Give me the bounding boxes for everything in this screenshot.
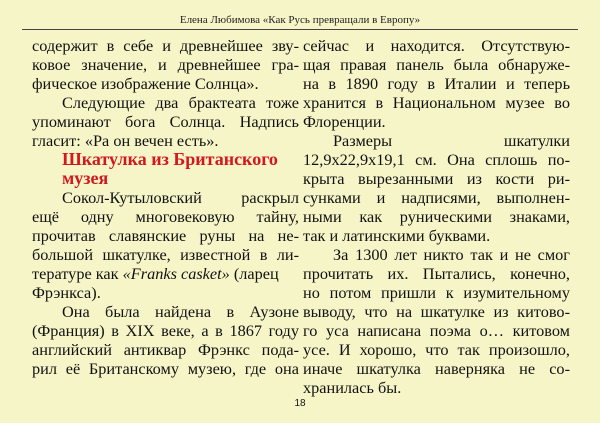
text-word: шкатулки (503, 131, 570, 150)
text-line (32, 264, 299, 283)
text-line (303, 131, 570, 150)
text-line: ещё одну многовековую тайну, (32, 207, 299, 226)
text-line: большой шкатулке, известной в ли- (32, 245, 299, 264)
text-line: За 1300 лет никто так и не смог (333, 245, 570, 264)
text-word: Размеры (333, 131, 393, 150)
running-header: Елена Любимова «Как Русь превращали в Европу» (179, 14, 421, 26)
text-line: сейчас и находится. Отсутствую- (303, 36, 570, 55)
text-run: (ларец (229, 264, 279, 283)
text-line: прочитать их. Пытались, конечно, (303, 264, 570, 283)
text-line: усе. И хорошо, что так произошло, (303, 340, 570, 359)
text-line: ковое значение, и древнейшее гра- (32, 55, 299, 74)
text-line: Она была найдена в Аузоне (62, 302, 299, 321)
text-line: так и латинскими буквами. (303, 226, 491, 245)
page-number: 18 (294, 398, 306, 409)
text-line: гласит: «Ра он вечен есть». (32, 131, 219, 150)
text-line: ными как руническими знаками, (303, 207, 570, 226)
section-heading: Шкатулка из Британского (62, 149, 278, 169)
text-line: хранилась бы. (303, 378, 402, 397)
text-line: щая правая панель была обнаруже- (303, 55, 570, 74)
text-line: Сокол-Кутыловский раскрыл (62, 188, 299, 207)
text-line: Флоренции. (303, 112, 386, 131)
text-line: английский антиквар Фрэнкс пода- (32, 340, 299, 359)
text-line: на в 1890 году в Италии и теперь (303, 74, 570, 93)
italic-title: «Franks casket» (122, 264, 230, 283)
text-line: Фрэнкса). (32, 283, 101, 302)
text-line: содержит в себе и древнейшее зву- (32, 36, 299, 55)
text-line: Следующие два брактеата тоже (62, 93, 299, 112)
text-line: выводу, что на шкатулке из китово- (303, 302, 570, 321)
text-line: но потом пришли к изумительному (303, 283, 570, 302)
text-line: фическое изображение Солнца». (32, 74, 259, 93)
text-line: крыта вырезанными из кости ри- (303, 169, 570, 188)
text-line: упоминают бога Солнца. Надпись (32, 112, 299, 131)
text-run: тературе как (32, 264, 123, 283)
text-line: иначе шкатулка наверняка не со- (303, 359, 570, 378)
text-line: (Франция) в XIX веке, а в 1867 году (32, 321, 299, 340)
text-line: сунками и надписями, выполнен- (303, 188, 570, 207)
text-line: рил её Британскому музею, где она (32, 359, 299, 378)
text-line: хранится в Национальном музее во (303, 93, 570, 112)
section-heading: музея (62, 168, 109, 188)
text-line: прочитав славянские руны на не- (32, 226, 299, 245)
text-line: го уса написана поэма о… китовом (303, 321, 570, 340)
header-rule (22, 29, 578, 30)
text-line: 12,9х22,9х19,1 см. Она сплошь по- (303, 150, 570, 169)
